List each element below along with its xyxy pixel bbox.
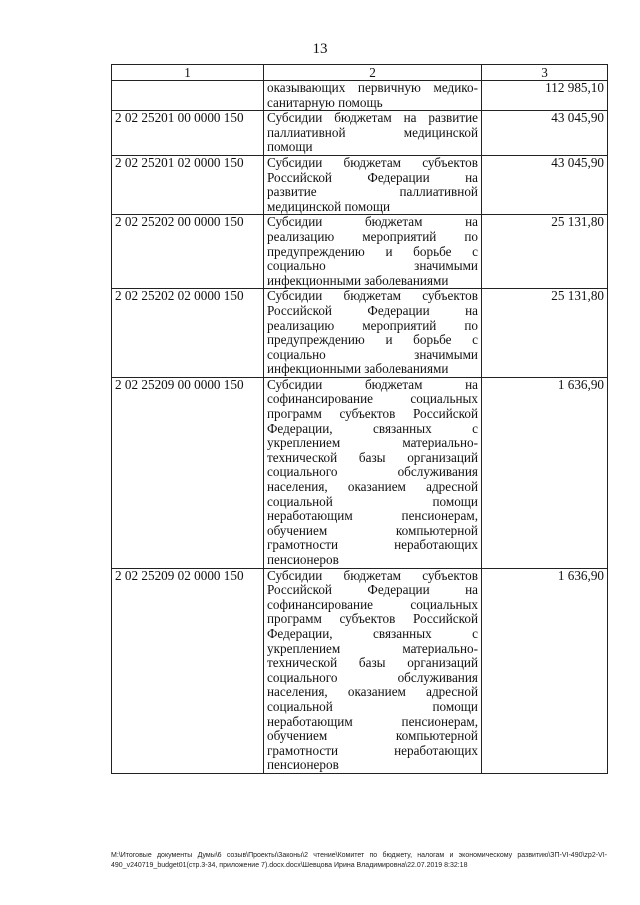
description-line: Российской Федерации на <box>267 302 478 318</box>
amount-cell: 112 985,10 <box>482 81 608 111</box>
description-cell <box>264 81 482 111</box>
table-row <box>112 81 608 111</box>
description-cell <box>264 377 482 568</box>
description-line: Российской Федерации на <box>267 582 478 598</box>
table-row <box>112 111 608 156</box>
description-line: социальной помощи <box>267 493 478 509</box>
description-line: развитие паллиативной <box>267 184 478 200</box>
amount-cell: 43 045,90 <box>482 155 608 214</box>
amount-cell: 43 045,90 <box>482 111 608 156</box>
description-cell <box>264 155 482 214</box>
description-line: программ субъектов Российской <box>267 406 478 422</box>
description-line: Субсидии бюджетам на развитие <box>267 110 478 126</box>
description-line: медицинской помощи <box>267 198 391 214</box>
description-line: инфекционными заболеваниями <box>267 272 449 288</box>
file-path-footer: М:\Итоговые документы Думы\6 созыв\Проекты\Законы\2 чтение\Комитет по бюджету, налогам и экономическому развитию\ЗП-VI-490\zp2-VI-490_v240719_budget01(стр.3-34, приложение 7).docx.docx\Шевцова Ирина Владимировна\22.07.2019 8:32:18 <box>111 852 607 869</box>
description-line: грамотности неработающих <box>267 537 478 553</box>
budget-code-cell <box>112 81 264 111</box>
description-cell <box>264 215 482 289</box>
table-body <box>112 81 608 774</box>
description-line: Субсидии бюджетам на <box>267 214 478 230</box>
description-line: технической базы организаций <box>267 655 478 671</box>
amount-cell: 25 131,80 <box>482 215 608 289</box>
page-number: 13 <box>312 41 328 57</box>
description-line: софинансирование социальных <box>267 596 478 612</box>
table-row <box>112 568 608 773</box>
column-header-amount: 3 <box>482 65 608 81</box>
table-header <box>112 65 608 81</box>
amount-cell: 1 636,90 <box>482 377 608 568</box>
budget-code-cell: 2 02 25201 02 0000 150 <box>112 155 264 214</box>
description-line: технической базы организаций <box>267 449 478 465</box>
description-line: предупреждению и борьбе с <box>267 332 478 348</box>
description-cell <box>264 289 482 378</box>
amount-cell: 1 636,90 <box>482 568 608 773</box>
description-line: обучением компьютерной <box>267 522 478 538</box>
budget-code-cell: 2 02 25201 00 0000 150 <box>112 111 264 156</box>
column-header-code: 1 <box>112 65 264 81</box>
description-line: инфекционными заболеваниями <box>267 361 449 377</box>
table-row <box>112 155 608 214</box>
budget-code-cell: 2 02 25209 00 0000 150 <box>112 377 264 568</box>
table-row <box>112 215 608 289</box>
amount-cell: 25 131,80 <box>482 289 608 378</box>
description-line: населения, оказанием адресной <box>267 684 478 700</box>
description-line: социального обслуживания <box>267 464 478 480</box>
budget-table <box>111 64 608 774</box>
description-line: неработающим пенсионерам, <box>267 508 478 524</box>
table-row <box>112 377 608 568</box>
description-line: предупреждению и борьбе с <box>267 243 478 259</box>
budget-code-cell: 2 02 25209 02 0000 150 <box>112 568 264 773</box>
description-line: Российской Федерации на <box>267 169 478 185</box>
description-line: помощи <box>267 139 313 155</box>
description-line: населения, оказанием адресной <box>267 479 478 495</box>
description-line: Федерации, связанных с <box>267 420 478 436</box>
column-header-name: 2 <box>264 65 482 81</box>
table-header-row <box>112 65 608 81</box>
description-cell <box>264 111 482 156</box>
table-row <box>112 289 608 378</box>
description-line: социально значимыми <box>267 346 478 362</box>
description-line: грамотности неработающих <box>267 742 478 758</box>
description-line: оказывающих первичную медико- <box>267 80 478 95</box>
description-line: социально значимыми <box>267 258 478 274</box>
description-line: паллиативной медицинской <box>267 124 478 140</box>
description-cell <box>264 568 482 773</box>
description-line: санитарную помощь <box>267 94 383 110</box>
description-line: пенсионеров <box>267 552 339 567</box>
description-line: Субсидии бюджетам на <box>267 376 478 392</box>
description-line: укреплением материально- <box>267 435 478 451</box>
description-line: программ субъектов Российской <box>267 611 478 627</box>
description-line: Субсидии бюджетам субъектов <box>267 154 478 170</box>
budget-code-cell: 2 02 25202 02 0000 150 <box>112 289 264 378</box>
description-line: реализацию мероприятий по <box>267 228 478 244</box>
description-line: Субсидии бюджетам субъектов <box>267 288 478 304</box>
description-line: неработающим пенсионерам, <box>267 713 478 729</box>
description-line: социальной помощи <box>267 698 478 714</box>
description-line: софинансирование социальных <box>267 391 478 407</box>
budget-code-cell: 2 02 25202 00 0000 150 <box>112 215 264 289</box>
description-line: реализацию мероприятий по <box>267 317 478 333</box>
description-line: Субсидии бюджетам субъектов <box>267 567 478 583</box>
description-line: пенсионеров <box>267 757 339 773</box>
description-line: укреплением материально- <box>267 640 478 656</box>
description-line: социального обслуживания <box>267 669 478 685</box>
description-line: Федерации, связанных с <box>267 625 478 641</box>
description-line: обучением компьютерной <box>267 728 478 744</box>
